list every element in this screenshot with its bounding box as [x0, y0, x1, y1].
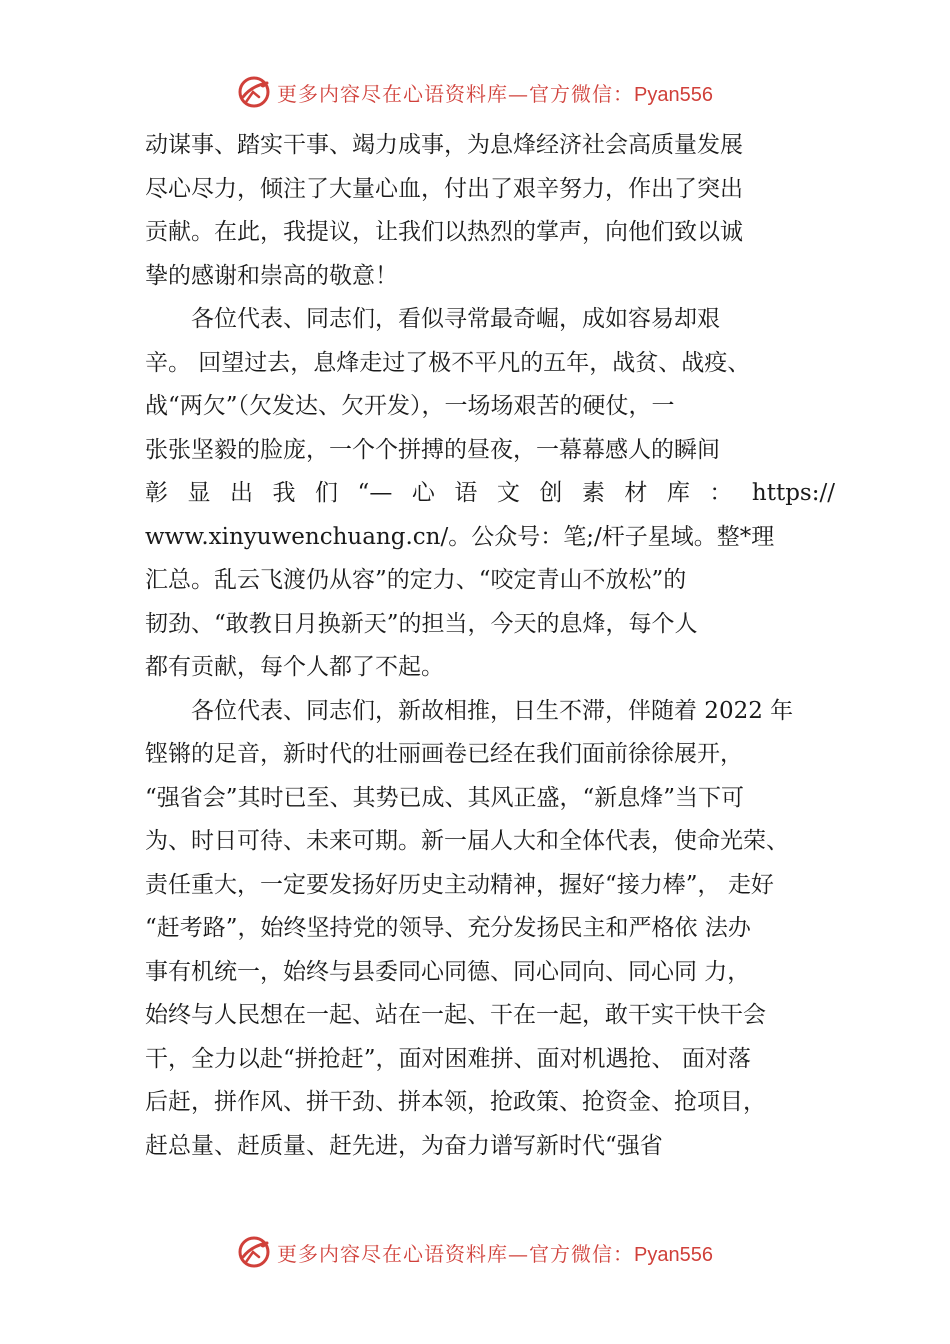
body-line: 始终与人民想在一起、站在一起、干在一起，敢干实干快干会: [145, 1002, 766, 1028]
header-wechat-id: Pyan556: [634, 83, 713, 106]
body-line: 为、时日可待、未来可期。新一届人大和全体代表，使命光荣、: [145, 828, 789, 854]
body-line: 战“两欠”（欠发达、欠开发），一场场艰苦的硬仗，一: [145, 393, 675, 419]
footer-banner: [0, 1230, 950, 1274]
body-line: 汇总。乱云飞渡仍从容”的定力、“咬定青山不放松”的: [145, 567, 687, 593]
body-line: 尽心尽力，倾注了大量心血，付出了艰辛努力，作出了突出: [145, 175, 743, 202]
body-line: 动谋事、踏实干事、竭力成事，为息烽经济社会高质量发展: [145, 132, 743, 158]
body-line: 都有贡献，每个人都了不起。: [145, 654, 444, 680]
brush-logo-icon: [237, 1235, 271, 1269]
body-line: 赶总量、赶质量、赶先进，为奋力谱写新时代“强省: [145, 1132, 663, 1159]
header-banner: [0, 70, 950, 114]
body-line: 事有机统一，始终与县委同心同德、同心同向、同心同 力，: [145, 958, 751, 985]
paragraph-start-line: 各位代表、同志们，新故相推，日生不滞，伴随着 2022 年: [191, 697, 794, 724]
body-line: 挚的感谢和崇高的敬意！: [145, 262, 398, 289]
paragraph-start-line: 各位代表、同志们，看似寻常最奇崛，成如容易却艰: [191, 306, 720, 332]
body-line: 贡献。在此，我提议，让我们以热烈的掌声，向他们致以诚: [145, 219, 743, 245]
document-body: [145, 124, 835, 1168]
header-banner-text: 更多内容尽在心语资料库—官方微信：Pyan556: [277, 81, 713, 106]
body-line: 韧劲、“敢教日月换新天”的担当，今天的息烽，每个人: [145, 610, 698, 637]
body-line: www.xinyuwenchuang.cn/。公众号：笔;/杆子星域。整*理: [145, 523, 775, 550]
body-line: 辛。 回望过去，息烽走过了极不平凡的五年，战贫、战疫、: [145, 349, 751, 376]
footer-wechat-id: Pyan556: [634, 1243, 713, 1266]
body-line: 彰显出我们“—心语文创素材库：https://: [145, 480, 835, 506]
body-line: 铿锵的足音，新时代的壮丽画卷已经在我们面前徐徐展开，: [145, 741, 743, 767]
body-line: 张张坚毅的脸庞，一个个拼搏的昼夜，一幕幕感人的瞬间: [145, 436, 720, 463]
footer-banner-text: 更多内容尽在心语资料库—官方微信：Pyan556: [277, 1241, 713, 1266]
body-line: 责任重大，一定要发扬好历史主动精神，握好“接力棒”， 走好: [145, 871, 774, 898]
brush-logo-icon: [237, 75, 271, 109]
body-line: 干，全力以赴“拼抢赶”，面对困难拼、面对机遇抢、 面对落: [145, 1045, 751, 1072]
body-line: “强省会”其时已至、其势已成、其风正盛，“新息烽”当下可: [145, 784, 745, 811]
body-line: 后赶，拼作风、拼干劲、拼本领，抢政策、抢资金、抢项目，: [145, 1089, 766, 1115]
body-line: “赶考路”，始终坚持党的领导、充分发扬民主和严格依 法办: [145, 915, 751, 941]
